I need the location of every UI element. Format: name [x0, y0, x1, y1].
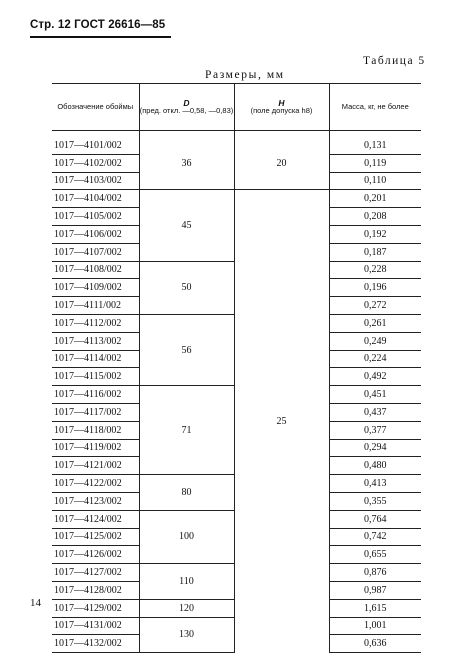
mass-cell: 1,001: [329, 617, 421, 635]
designation-cell: 1017—4125/002: [52, 528, 139, 546]
dimensions-table: [52, 83, 421, 653]
col-mass-label: Масса, кг, не более: [341, 101, 409, 111]
d-value-cell: 80: [139, 475, 234, 511]
designation-cell: 1017—4116/002: [52, 386, 139, 404]
designation-cell: 1017—4118/002: [52, 421, 139, 439]
mass-cell: 0,742: [329, 528, 421, 546]
designation-cell: 1017—4109/002: [52, 279, 139, 297]
designation-cell: 1017—4113/002: [52, 332, 139, 350]
designation-cell: 1017—4102/002: [52, 154, 139, 172]
mass-cell: 0,377: [329, 421, 421, 439]
designation-cell: 1017—4107/002: [52, 243, 139, 261]
d-value-cell: 110: [139, 564, 234, 600]
col-d-note: (пред. откл. —0,58, —0,83): [139, 106, 234, 115]
h-value-cell: 25: [234, 190, 329, 653]
mass-cell: 0,987: [329, 581, 421, 599]
mass-cell: 0,492: [329, 368, 421, 386]
h-value-cell: 20: [234, 137, 329, 190]
designation-cell: 1017—4127/002: [52, 564, 139, 582]
mass-cell: 0,413: [329, 475, 421, 493]
designation-cell: 1017—4126/002: [52, 546, 139, 564]
designation-cell: 1017—4122/002: [52, 475, 139, 493]
col-h-symbol: H: [278, 97, 285, 108]
mass-cell: 0,192: [329, 225, 421, 243]
mass-cell: 0,655: [329, 546, 421, 564]
mass-cell: 0,110: [329, 172, 421, 190]
mass-cell: 0,228: [329, 261, 421, 279]
designation-cell: 1017—4108/002: [52, 261, 139, 279]
designation-cell: 1017—4114/002: [52, 350, 139, 368]
d-value-cell: 36: [139, 137, 234, 190]
header-rule: [30, 36, 171, 38]
mass-cell: 0,636: [329, 635, 421, 653]
mass-cell: 0,480: [329, 457, 421, 475]
mass-cell: 0,272: [329, 297, 421, 315]
designation-cell: 1017—4105/002: [52, 208, 139, 226]
mass-cell: 0,437: [329, 403, 421, 421]
designation-cell: 1017—4132/002: [52, 635, 139, 653]
designation-cell: 1017—4121/002: [52, 457, 139, 475]
designation-cell: 1017—4123/002: [52, 492, 139, 510]
designation-cell: 1017—4106/002: [52, 225, 139, 243]
mass-cell: 0,201: [329, 190, 421, 208]
designation-cell: 1017—4128/002: [52, 581, 139, 599]
d-value-cell: 130: [139, 617, 234, 653]
designation-cell: 1017—4117/002: [52, 403, 139, 421]
mass-cell: 0,451: [329, 386, 421, 404]
d-value-cell: 56: [139, 314, 234, 385]
mass-cell: 0,261: [329, 314, 421, 332]
col-h-header: [234, 84, 329, 131]
designation-cell: 1017—4131/002: [52, 617, 139, 635]
col-d-symbol: D: [183, 97, 190, 108]
mass-cell: 0,224: [329, 350, 421, 368]
d-value-cell: 45: [139, 190, 234, 261]
table-row: [52, 190, 421, 208]
designation-cell: 1017—4104/002: [52, 190, 139, 208]
col-mass-header: [329, 84, 421, 131]
designation-cell: 1017—4111/002: [52, 297, 139, 315]
mass-cell: 0,764: [329, 510, 421, 528]
d-value-cell: 50: [139, 261, 234, 314]
mass-cell: 0,355: [329, 492, 421, 510]
col-d-header: [139, 84, 234, 131]
designation-cell: 1017—4129/002: [52, 599, 139, 617]
mass-cell: 0,196: [329, 279, 421, 297]
d-value-cell: 100: [139, 510, 234, 563]
units-label: Размеры, мм: [205, 69, 285, 81]
table-row: [52, 137, 421, 154]
col-designation-label: Обозначение обоймы: [57, 101, 134, 111]
designation-cell: 1017—4112/002: [52, 314, 139, 332]
designation-cell: 1017—4101/002: [52, 137, 139, 154]
designation-cell: 1017—4115/002: [52, 368, 139, 386]
mass-cell: 0,119: [329, 154, 421, 172]
col-h-note: (поле допуска h8): [250, 106, 313, 115]
table-caption: Таблица 5: [363, 55, 426, 67]
page-number: 14: [30, 597, 41, 609]
mass-cell: 0,208: [329, 208, 421, 226]
mass-cell: 0,294: [329, 439, 421, 457]
mass-cell: 0,876: [329, 564, 421, 582]
designation-cell: 1017—4124/002: [52, 510, 139, 528]
d-value-cell: 120: [139, 599, 234, 617]
page-header: Стр. 12 ГОСТ 26616—85: [30, 19, 166, 31]
mass-cell: 1,615: [329, 599, 421, 617]
col-designation-header: [52, 84, 139, 131]
mass-cell: 0,187: [329, 243, 421, 261]
designation-cell: 1017—4119/002: [52, 439, 139, 457]
d-value-cell: 71: [139, 386, 234, 475]
designation-cell: 1017—4103/002: [52, 172, 139, 190]
mass-cell: 0,249: [329, 332, 421, 350]
mass-cell: 0,131: [329, 137, 421, 154]
